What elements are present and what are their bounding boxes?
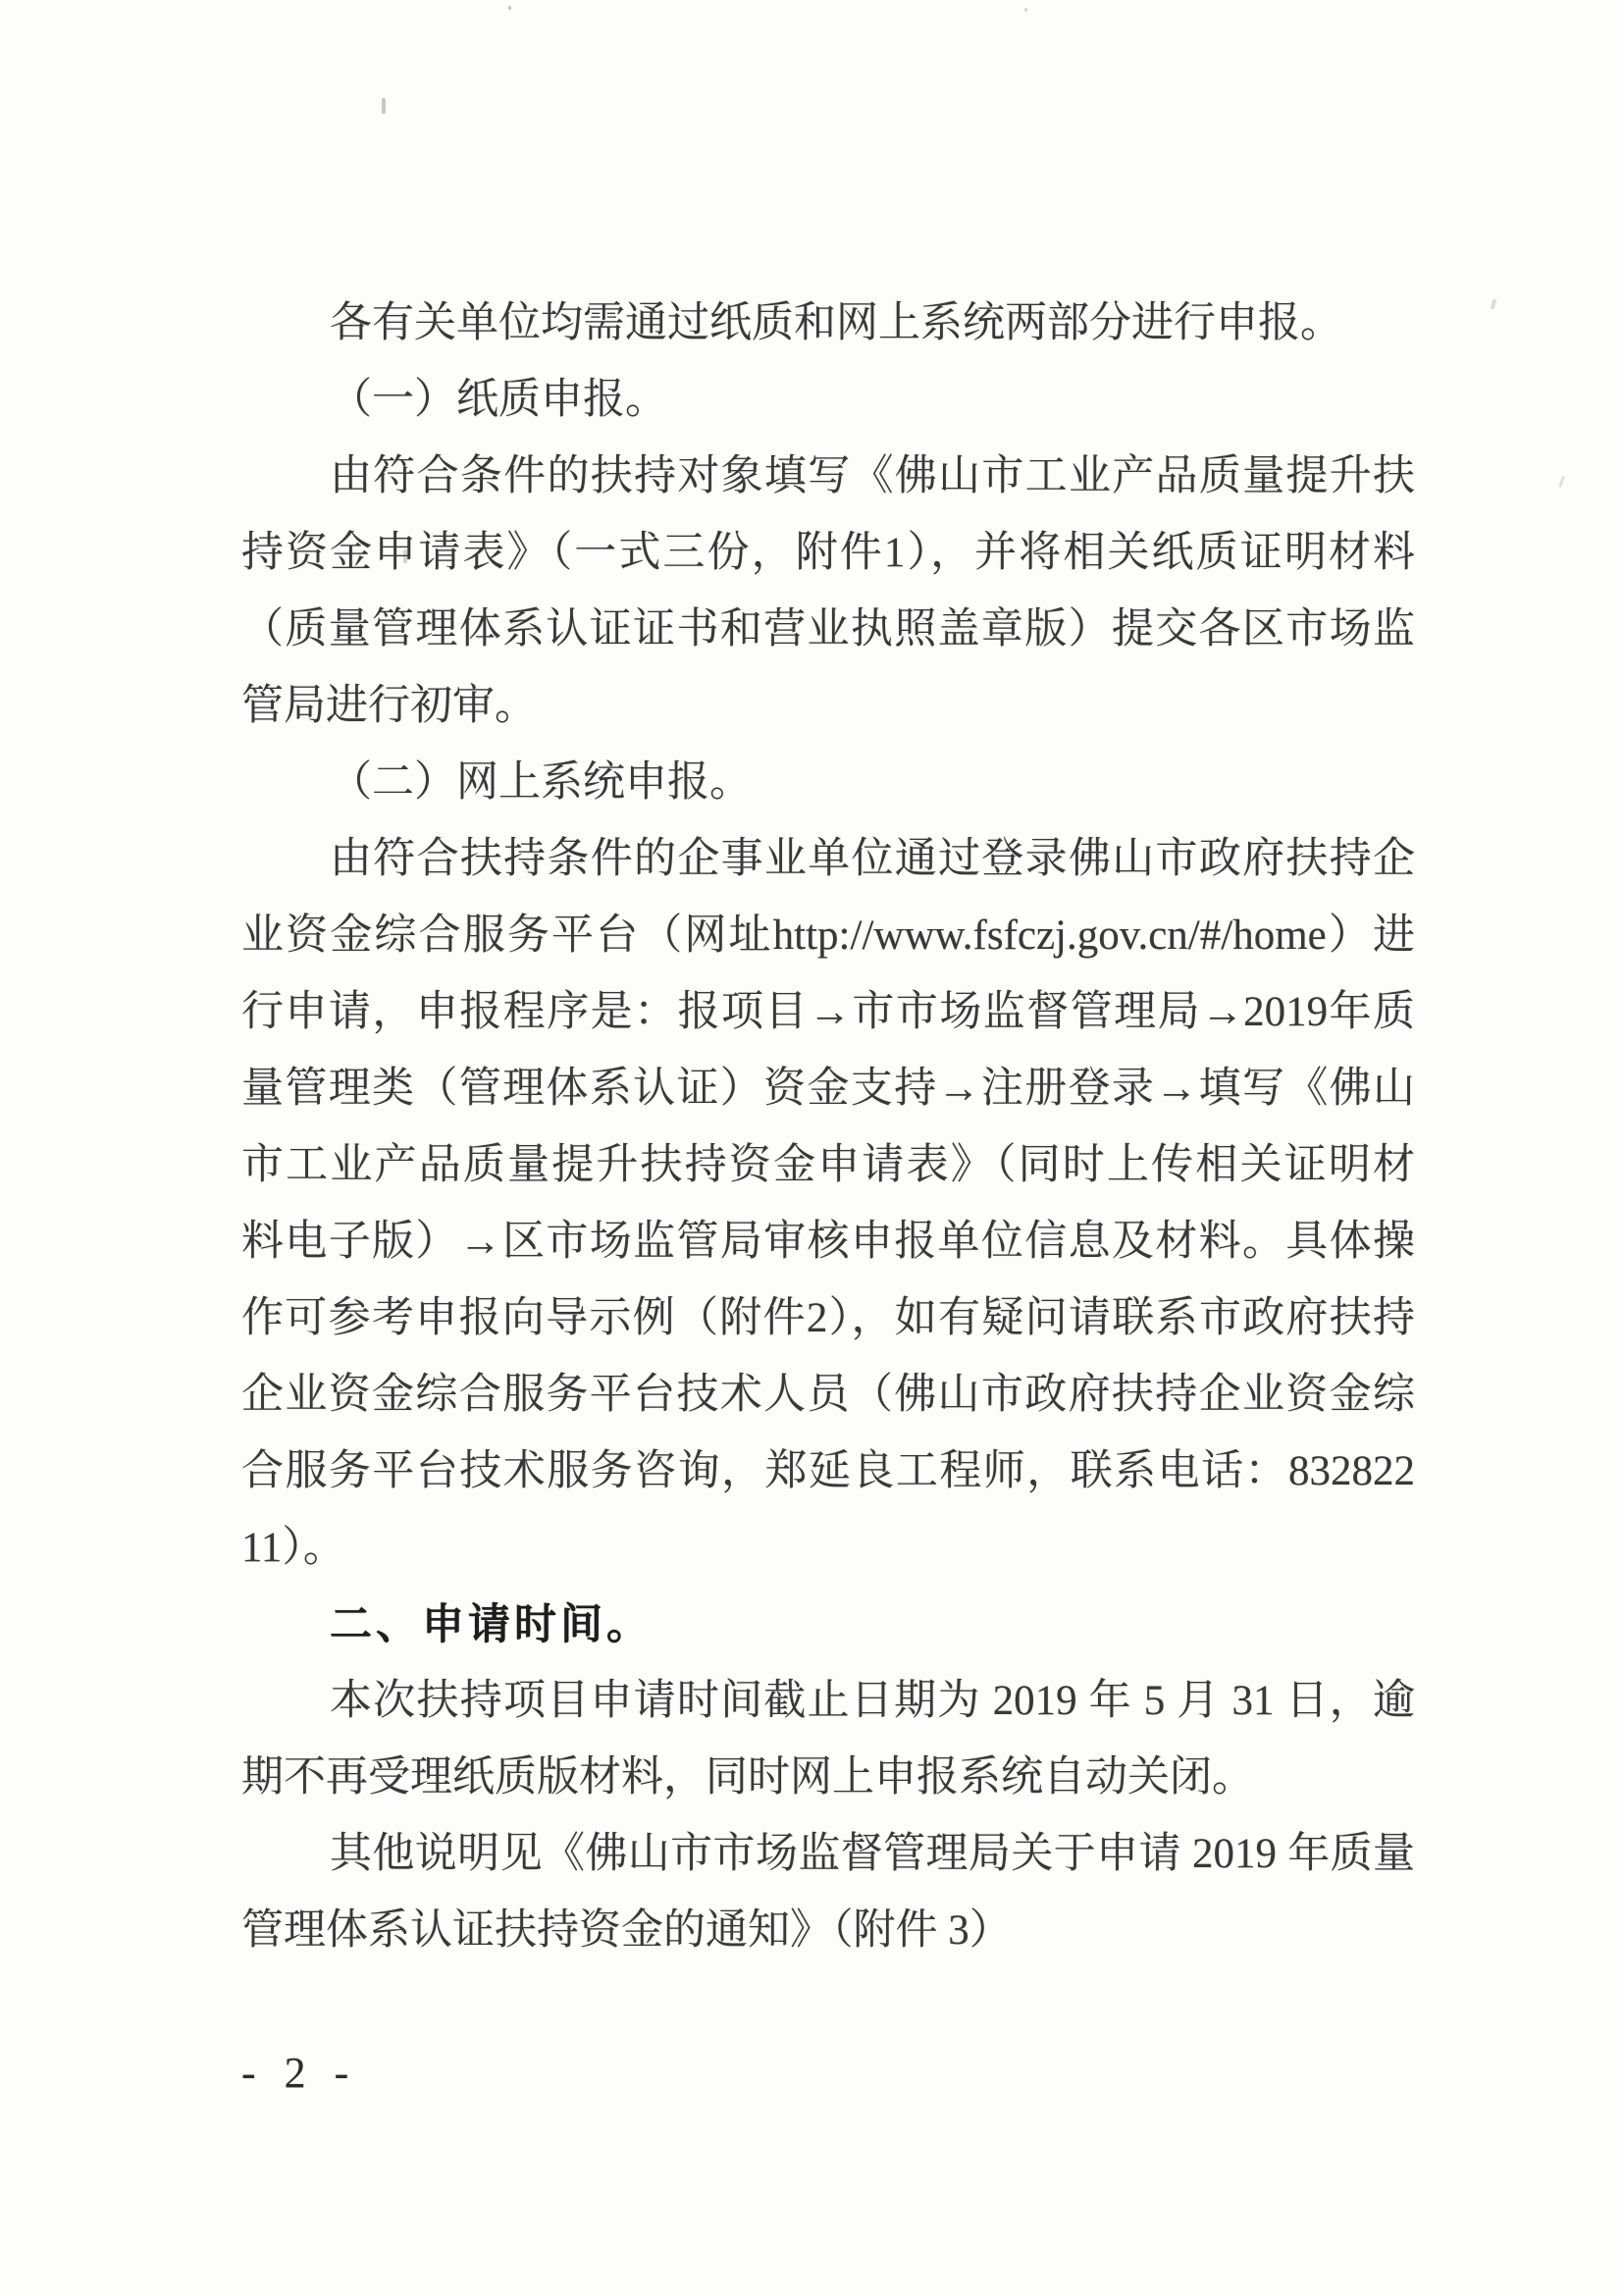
text-line: 行申请，申报程序是：报项目→市市场监督管理局→2019年质: [241, 989, 1415, 1035]
text-line: 合服务平台技术服务咨询，郑延良工程师，联系电话：832822: [241, 1448, 1415, 1494]
scan-speck: [1558, 476, 1565, 488]
text-line: 管理体系认证扶持资金的通知》（附件 3）: [241, 1907, 1012, 1954]
scan-speck: [1491, 299, 1497, 310]
section-heading: 二、申请时间。: [330, 1601, 653, 1648]
text-line: （二）网上系统申报。: [330, 759, 752, 806]
page-number: - 2 -: [241, 2049, 358, 2097]
text-line: 期不再受理纸质版材料，同时网上申报系统自动关闭。: [241, 1754, 1254, 1800]
text-line: 各有关单位均需通过纸质和网上系统两部分进行申报。: [330, 300, 1342, 346]
text-line: （质量管理体系认证证书和营业执照盖章版）提交各区市场监: [241, 606, 1415, 652]
text-line: （一）纸质申报。: [330, 377, 667, 423]
text-line: 其他说明见《佛山市市场监督管理局关于申请 2019 年质量: [330, 1831, 1415, 1877]
text-line: 由符合条件的扶持对象填写《佛山市工业产品质量提升扶: [330, 453, 1415, 499]
text-line: 市工业产品质量提升扶持资金申请表》（同时上传相关证明材: [241, 1142, 1415, 1188]
text-line: 量管理类（管理体系认证）资金支持→注册登录→填写《佛山: [241, 1066, 1415, 1112]
text-line: 由符合扶持条件的企事业单位通过登录佛山市政府扶持企: [330, 836, 1415, 882]
text-line: 本次扶持项目申请时间截止日期为 2019 年 5 月 31 日，逾: [330, 1678, 1415, 1724]
text-line: 持资金申请表》（一式三份，附件1），并将相关纸质证明材料: [241, 530, 1415, 576]
text-line: 管局进行初审。: [241, 683, 537, 729]
scan-speck: [382, 98, 386, 114]
text-line: 作可参考申报向导示例（附件2），如有疑问请联系市政府扶持: [241, 1295, 1415, 1341]
text-line: 料电子版）→区市场监管局审核申报单位信息及材料。具体操: [241, 1219, 1415, 1265]
document-body: [241, 286, 1415, 1969]
scan-speck: [508, 6, 511, 10]
text-line: 11）。: [241, 1525, 345, 1571]
scan-speck: [1024, 8, 1027, 12]
text-line: 企业资金综合服务平台技术人员（佛山市政府扶持企业资金综: [241, 1372, 1415, 1418]
text-line: 业资金综合服务平台（网址http://www.fsfczj.gov.cn/#/home）进: [241, 913, 1415, 959]
